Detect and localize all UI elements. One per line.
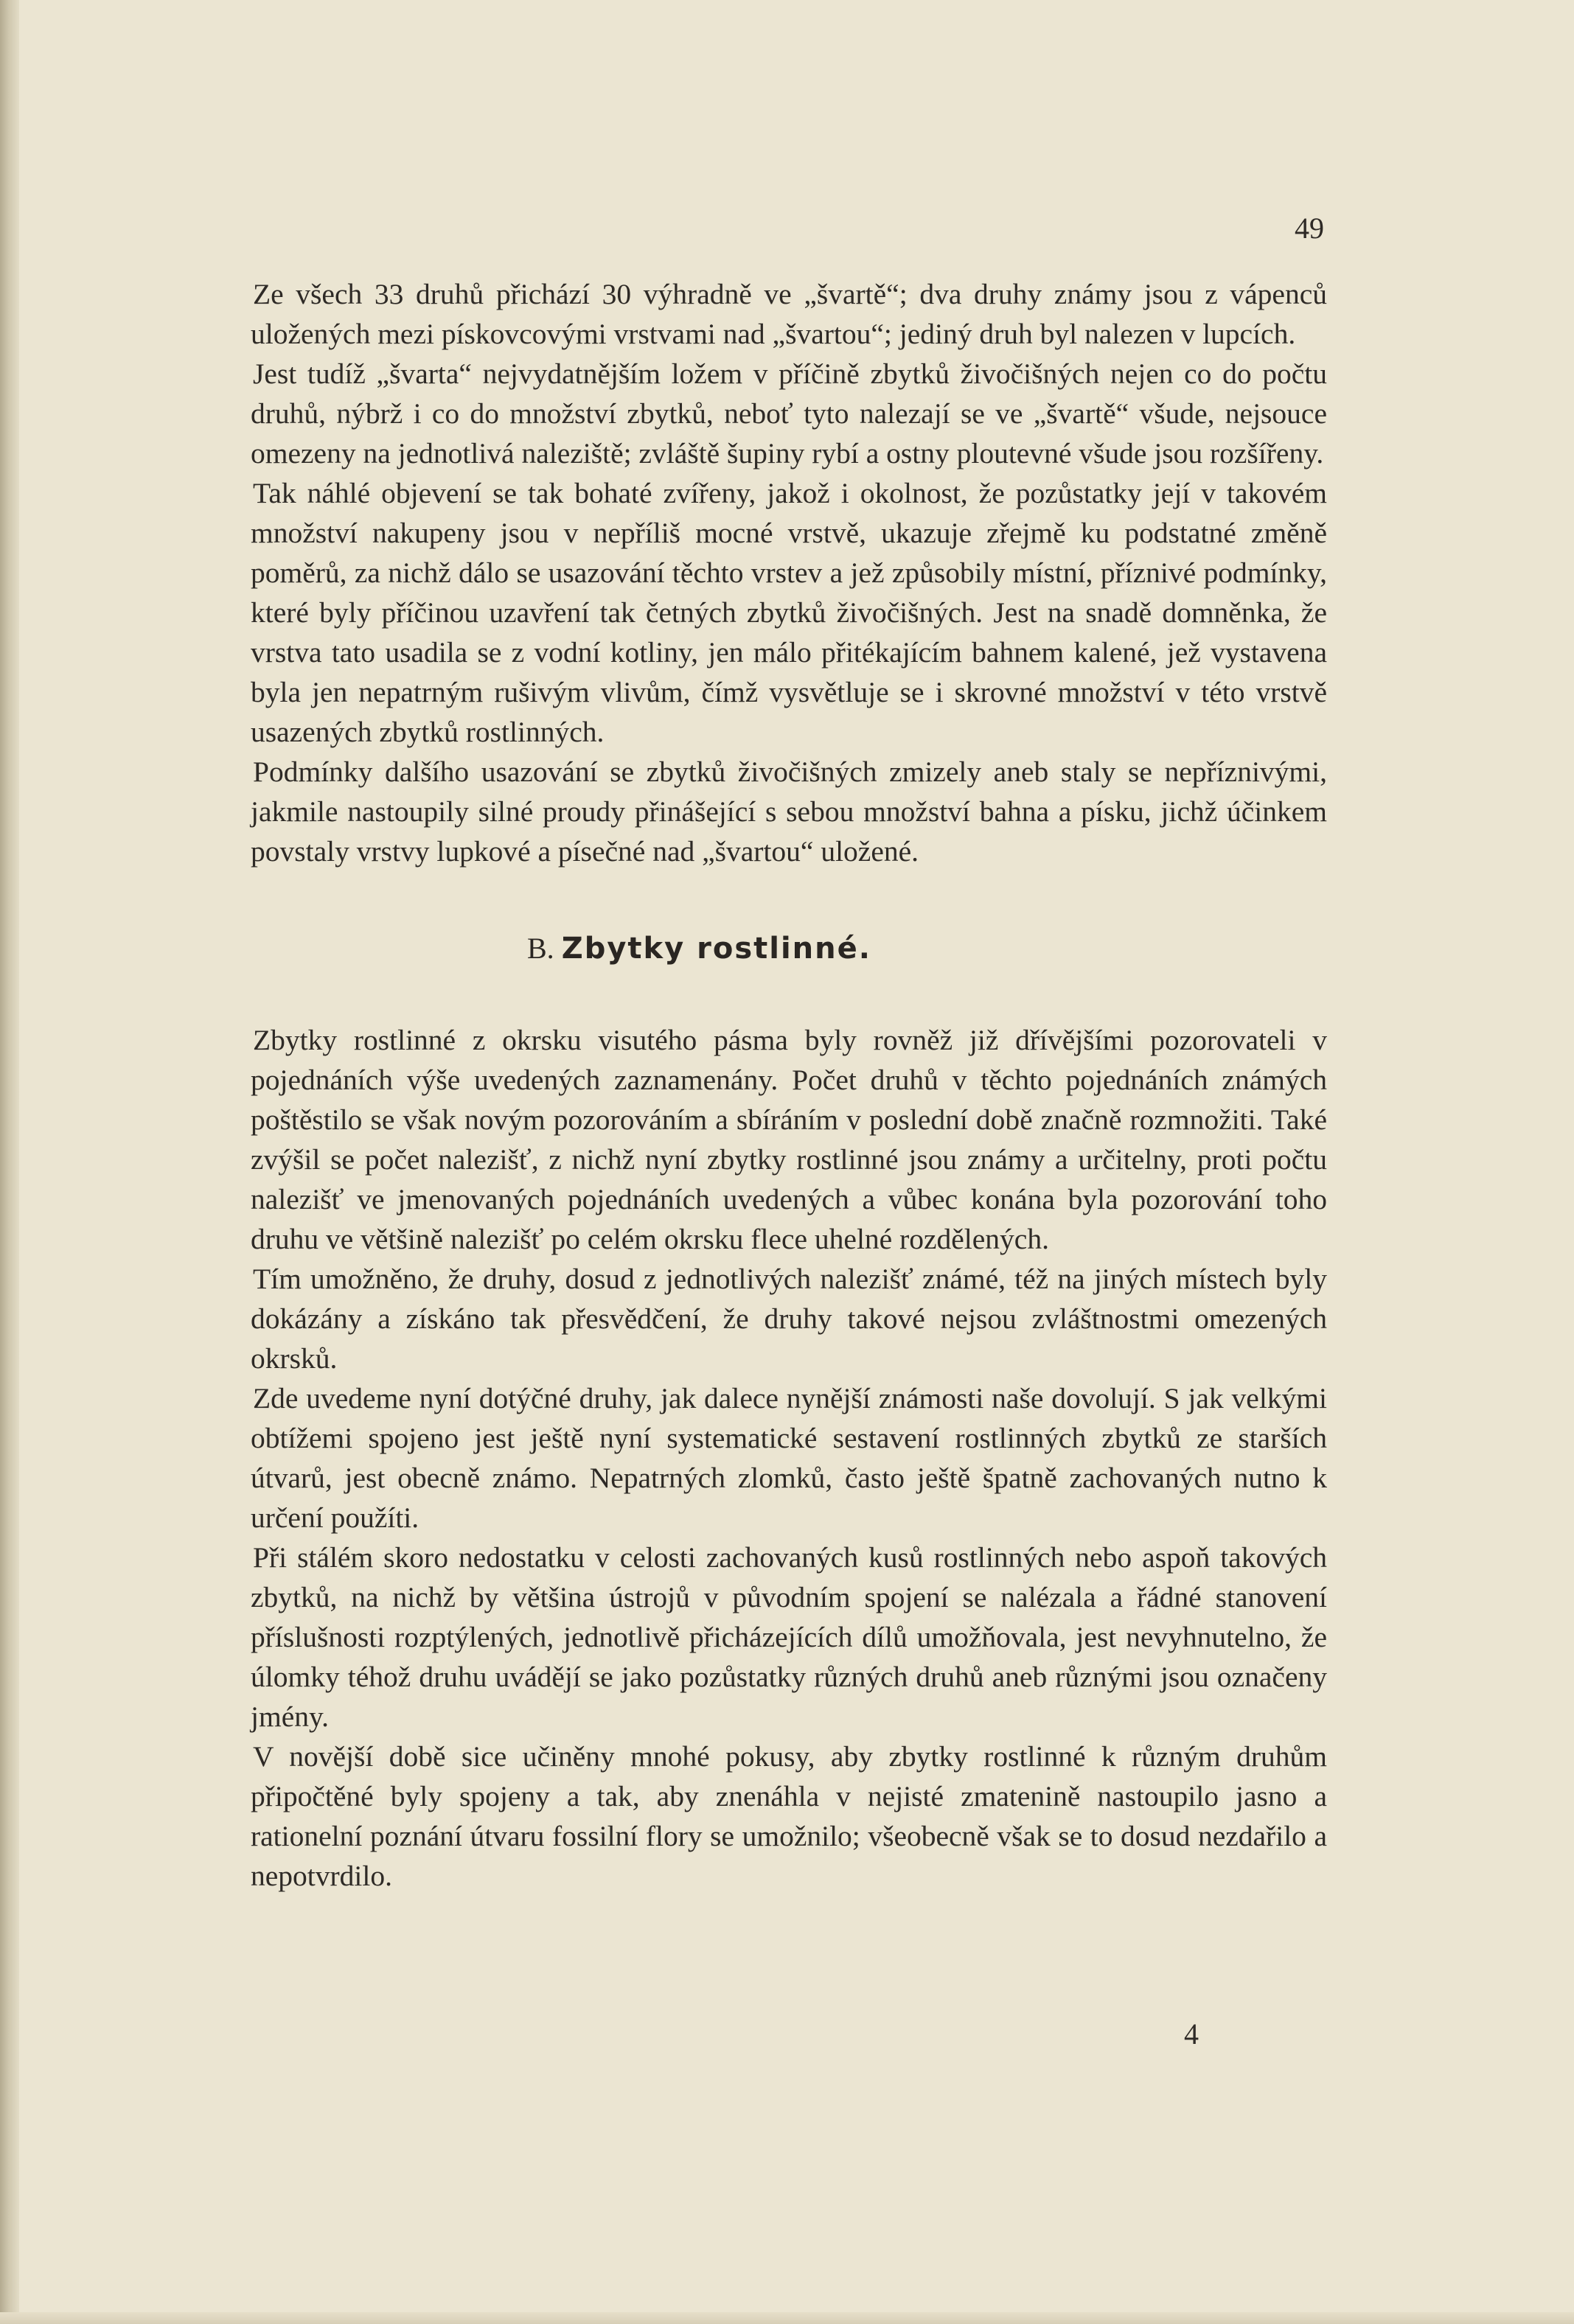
sheet-signature: 4 — [1184, 2017, 1199, 2051]
page-bottom-edge — [0, 2312, 1574, 2324]
paragraph: Jest tudíž „švarta“ nejvydatnějším ložem v příčině zbytků živočišných nejen co do počtu druhů, nýbrž i co do množství zbytků, neboť tyto nalezají se ve „švartě“ všude, nejsouce omezeny na jednotlivá naleziště; zvláště šupiny rybí a ostny ploutevné všude jsou rozšířeny. — [251, 357, 1327, 470]
paragraph: Zbytky rostlinné z okrsku visutého pásma byly rovněž již dřívějšími pozorovateli v pojednáních výše uvedených zaznamenány. Počet druhů v těchto pojednáních známých poštěstilo se však novým pozorováním a sbíráním v poslední době značně rozmnožiti. Také zvýšil se počet nalezišť, z nichž nyní zbytky rostlinné jsou známy a určitelny, proti počtu nalezišť ve jmenovaných pojednáních uvedených a vůbec konána byla pozorování toho druhu ve většině nalezišť po celém okrsku flece uhelné rozdělených. — [251, 1024, 1327, 1255]
section-title: Zbytky rostlinné. — [561, 932, 871, 966]
page-body — [251, 274, 1327, 1896]
paragraph: V novější době sice učiněny mnohé pokusy, aby zbytky rostlinné k různým druhům připočtěné byly spojeny a tak, aby znenáhla v nejisté zmatenině nastoupilo jasno a rationelní poznání útvaru fossilní flory se umožnilo; všeobecně však se to dosud nezdařilo a nepotvrdilo. — [251, 1740, 1327, 1892]
paragraph: Tak náhlé objevení se tak bohaté zvířeny, jakož i okolnost, že pozůstatky její v takovém množství nakupeny jsou v nepříliš mocné vrstvě, ukazuje zřejmě ku podstatné změně poměrů, za nichž dálo se usazování těchto vrstev a jež způsobily místní, příznivé podmínky, které byly příčinou uzavření tak četných zbytků živočišných. Jest na snadě domněnka, že vrstva tato usadila se z vodní kotliny, jen málo přitékajícím bahnem kalené, jež vystavena byla jen nepatrným rušivým vlivům, čímž vysvětluje se i skrovné množství v této vrstvě usazených zbytků rostlinných. — [251, 477, 1327, 748]
paragraph: Tím umožněno, že druhy, dosud z jednotlivých nalezišť známé, též na jiných místech byly dokázány a získáno tak přesvědčení, že druhy takové nejsou zvláštnostmi omezených okrsků. — [251, 1263, 1327, 1375]
paragraph: Při stálém skoro nedostatku v celosti zachovaných kusů rostlinných nebo aspoň takových zbytků, na nichž by většina ústrojů v původním spojení se nalézala a řádné stanovení příslušnosti rozptýlených, jednotlivě přicházejících dílů umožňovala, jest nevyhnutelno, že úlomky téhož druhu uvádějí se jako pozůstatky různých druhů aneb různými jsou označeny jmény. — [251, 1541, 1327, 1733]
paragraph: Podmínky dalšího usazování se zbytků živočišných zmizely aneb staly se nepříznivými, jakmile nastoupily silné proudy přinášející s sebou množství bahna a písku, jichž účinkem povstaly vrstvy lupkové a písečné nad „švartou“ uložené. — [251, 756, 1327, 868]
section-heading — [527, 929, 1327, 969]
section-letter: B. — [527, 932, 554, 965]
page-number: 49 — [1295, 212, 1324, 245]
paragraph: Ze všech 33 druhů přichází 30 výhradně ve „švartě“; dva druhy známy jsou z vápenců uložených mezi pískovcovými vrstvami nad „švartou“; jediný druh byl nalezen v lupcích. — [251, 278, 1327, 350]
book-spine-edge — [0, 0, 19, 2324]
paragraph: Zde uvedeme nyní dotýčné druhy, jak dalece nynější známosti naše dovolují. S jak velkými obtížemi spojeno jest ještě nyní systematické sestavení rostlinných zbytků ze starších útvarů, jest obecně známo. Nepatrných zlomků, často ještě špatně zachovaných nutno k určení použíti. — [251, 1382, 1327, 1534]
